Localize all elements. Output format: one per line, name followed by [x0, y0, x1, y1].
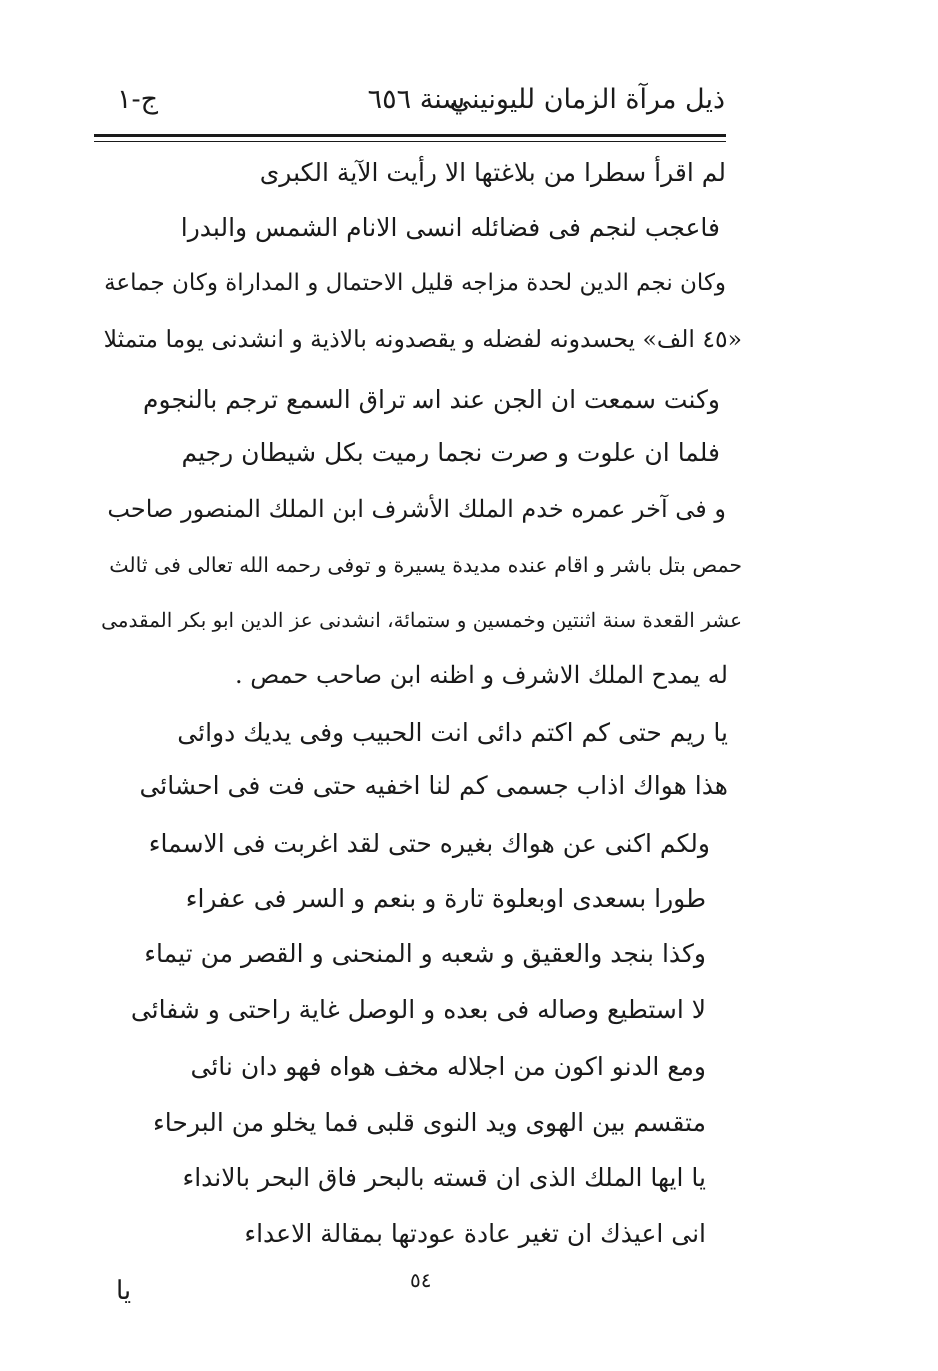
header-volume: ج-١ — [117, 84, 159, 115]
text-line: طورا بسعدى اوبعلوة تارة و بنعم و السر فى عفراء — [185, 884, 706, 913]
text-line: متقسم بين الهوى ويد النوى قلبى فما يخلو من البرحاء — [153, 1108, 706, 1137]
running-header — [95, 78, 725, 128]
header-year: سنة ٦٥٦ — [367, 84, 465, 115]
text-line: وكذا بنجد والعقيق و شعبه و المنحنى و القصر من تيماء — [144, 939, 706, 968]
header-rule-thin — [94, 141, 726, 142]
text-line: له يمدح الملك الاشرف و اظنه ابن صاحب حمص . — [234, 661, 728, 689]
text-line: انى اعيذك ان تغير عادة عودتها بمقالة الاعداء — [244, 1219, 706, 1248]
catchword: يا — [116, 1276, 132, 1306]
text-line: لم اقرأ سطرا من بلاغتها الا رأيت الآية الكبرى — [259, 158, 726, 187]
text-line: وكان نجم الدين لحدة مزاجه قليل الاحتمال و المداراة وكان جماعة — [104, 270, 726, 296]
text-line: عشر القعدة سنة اثنتين وخمسين و ستمائة، انشدنى عز الدين ابو بكر المقدمى — [101, 608, 742, 632]
text-line: «٤٥ الف» يحسدونه لفضله و يقصدونه بالاذية و انشدنى يوما متمثلا — [103, 325, 742, 353]
text-line: فلما ان علوت و صرت نجما رميت بكل شيطان رجيم — [181, 438, 720, 467]
header-title: ذيل مرآة الزمان لليونيني — [449, 84, 725, 115]
text-line: لا استطيع وصاله فى بعده و الوصل غاية راحتى و شفائى — [130, 995, 706, 1024]
signature-mark: ٥٤ — [410, 1268, 432, 1292]
text-line: و فى آخر عمره خدم الملك الأشرف ابن الملك المنصور صاحب — [107, 495, 726, 523]
text-line: حمص بتل باشر و اقام عنده مديدة يسيرة و توفى رحمه الله تعالى فى ثالث — [109, 553, 742, 577]
text-line: ومع الدنو اكون من اجلاله مخف هواه فهو دان نائى — [190, 1052, 706, 1081]
text-line: فاعجب لنجم فى فضائله انسى الانام الشمس والبدرا — [180, 213, 720, 242]
header-rule-thick — [94, 134, 726, 137]
text-line: ولكم اكنى عن هواك بغيره حتى لقد اغربت فى الاسماء — [148, 829, 710, 858]
text-line: هذا هواك اذاب جسمى كم لنا اخفيه حتى فت فى احشائى — [139, 771, 728, 800]
text-line: يا ايها الملك الذى ان قسته بالبحر فاق البحر بالانداء — [182, 1163, 706, 1192]
text-line: وكنت سمعت ان الجن عند اس‍ تراق السمع ترجم بالنجوم — [143, 385, 720, 414]
text-line: يا ريم حتى كم اكتم دائى انت الحبيب وفى يديك دوائى — [177, 718, 728, 747]
